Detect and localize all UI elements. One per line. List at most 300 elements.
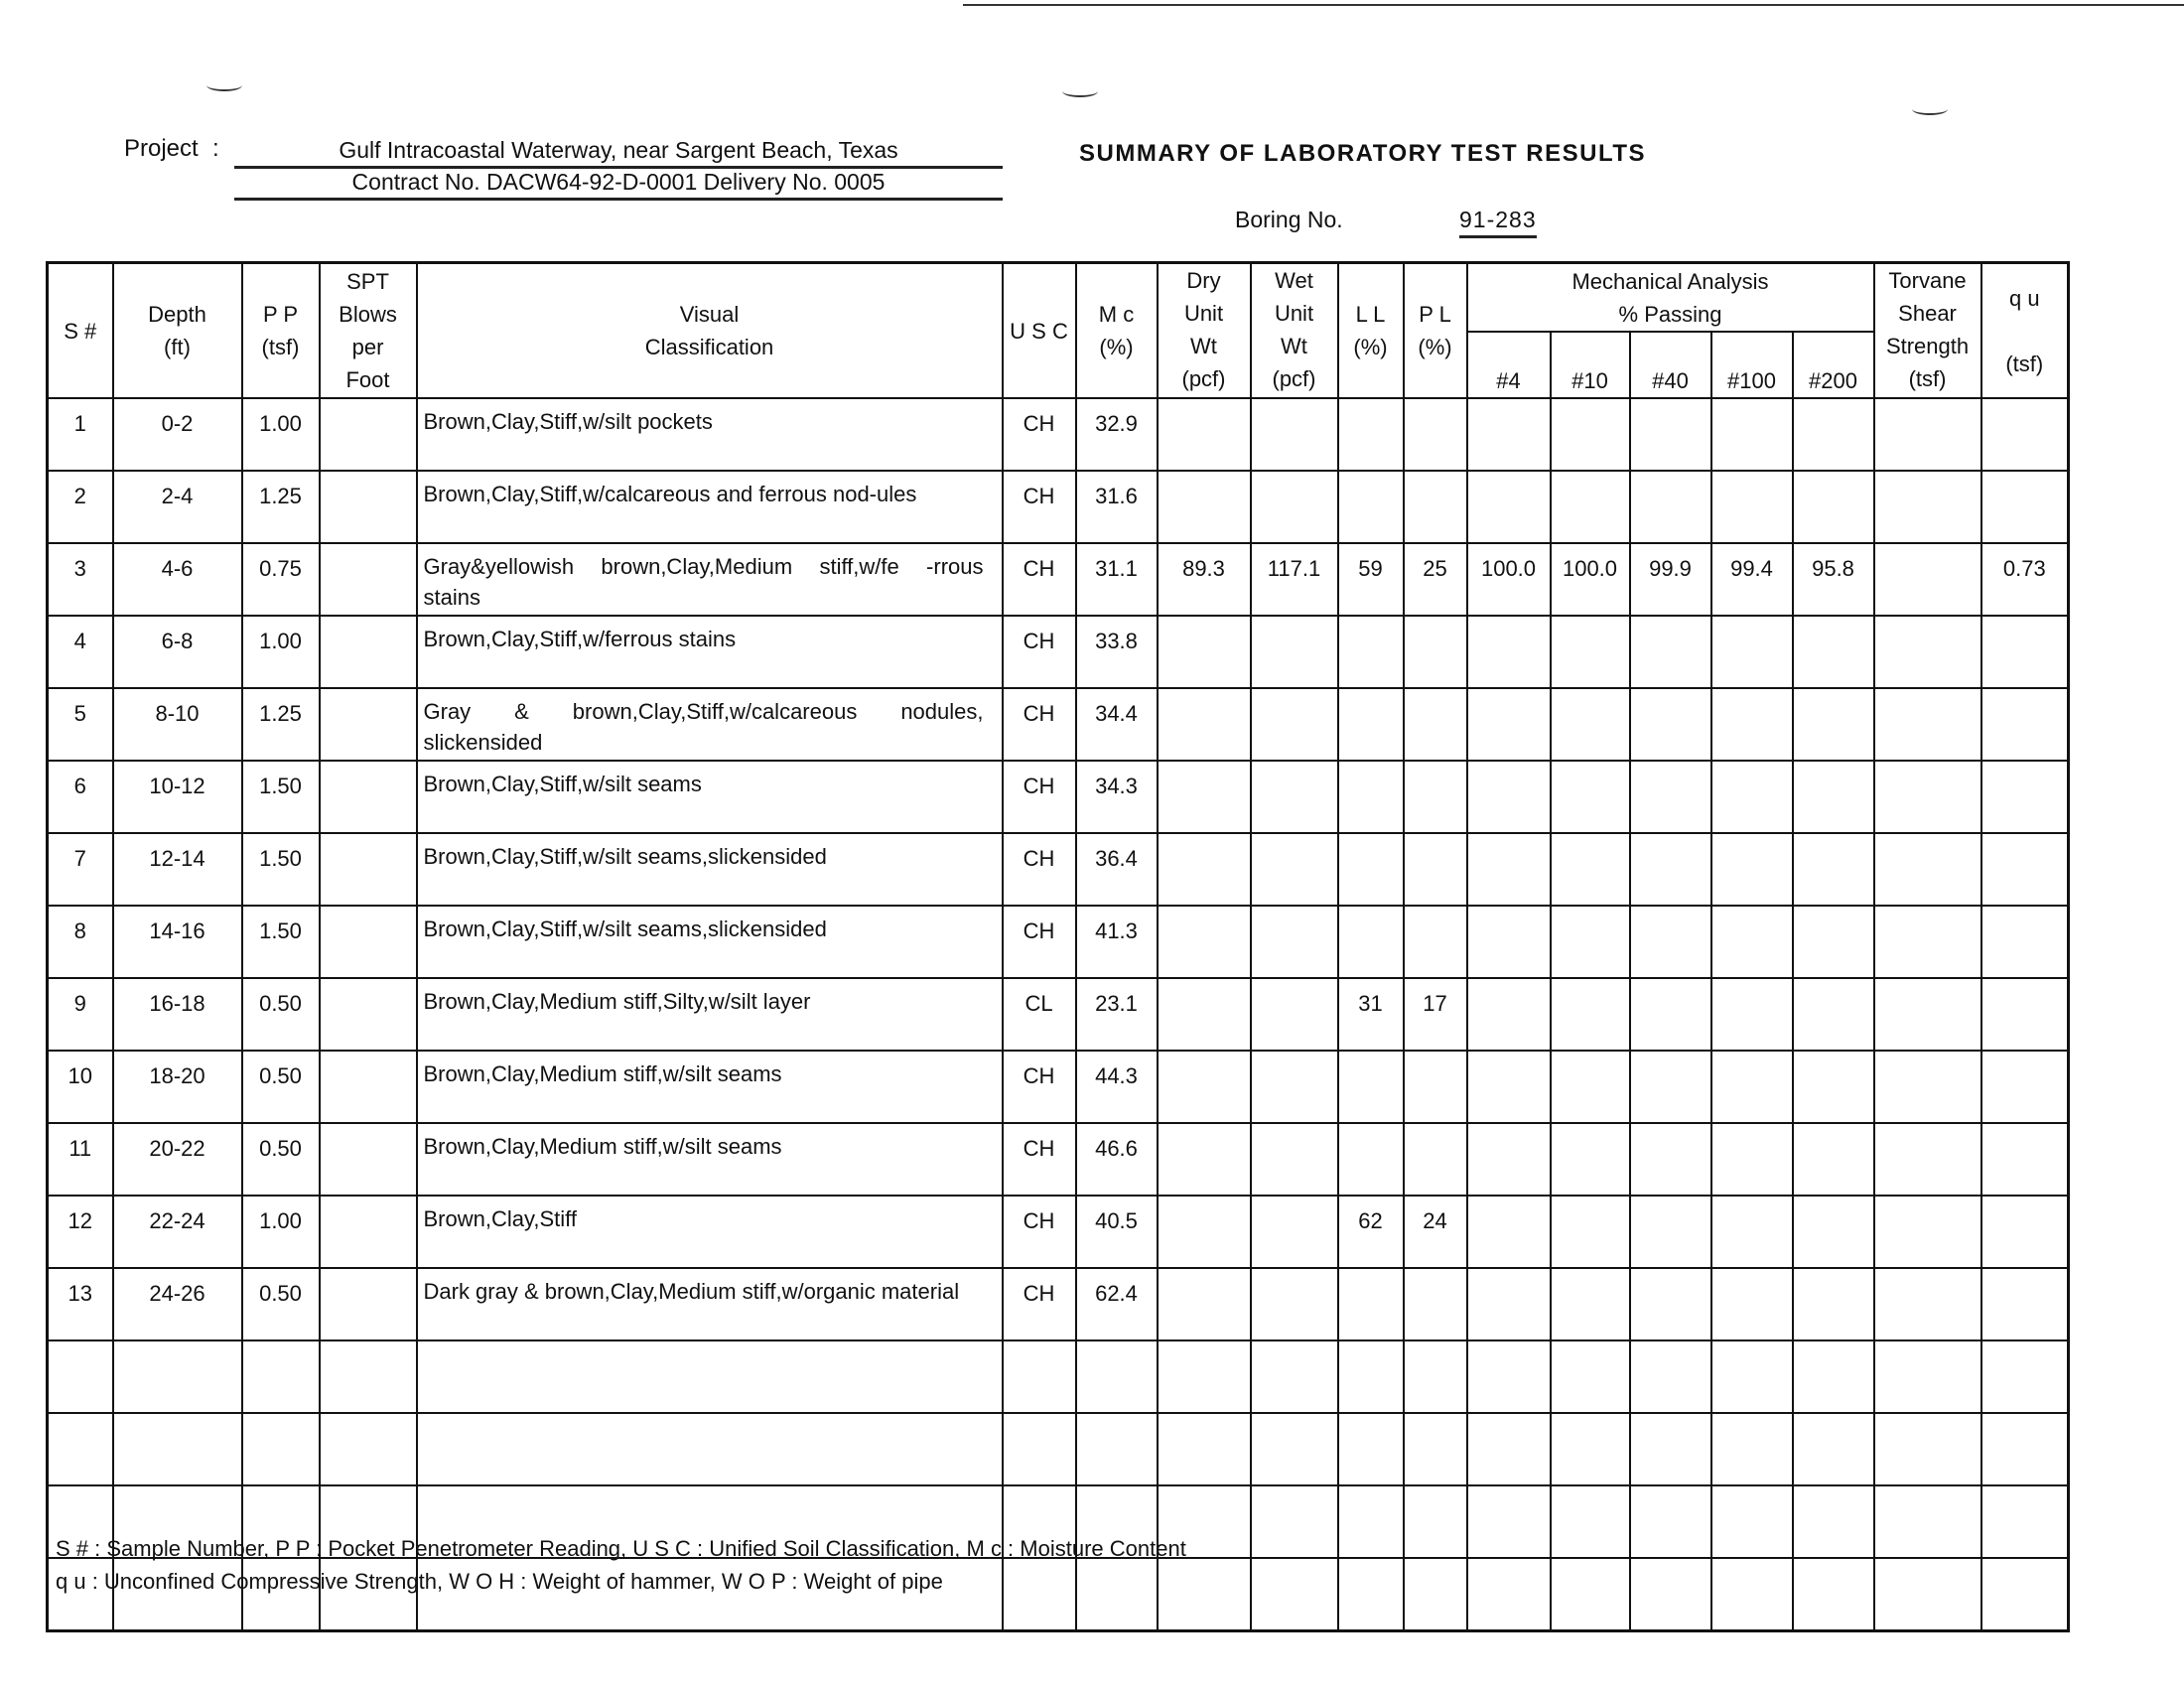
sieve-10-cell [1551,1340,1630,1413]
depth-cell: 20-22 [113,1123,242,1196]
usc-cell: CH [1003,543,1076,616]
header-usc: U S C [1003,263,1076,399]
dry-unit-weight-cell [1158,616,1251,688]
pp-cell: 0.50 [242,1268,320,1340]
moisture-content-cell: 41.3 [1076,906,1158,978]
sieve-4-cell [1467,833,1551,906]
plastic-limit-cell [1404,1558,1467,1631]
plastic-limit-cell [1404,1123,1467,1196]
sieve-200-cell [1793,471,1874,543]
dry-unit-weight-cell [1158,1123,1251,1196]
sample-number-cell: 1 [48,398,113,471]
sieve-10-cell [1551,1485,1630,1558]
liquid-limit-cell [1338,616,1404,688]
pp-cell: 0.50 [242,1051,320,1123]
pp-cell: 1.50 [242,761,320,833]
plastic-limit-cell [1404,1268,1467,1340]
sieve-200-cell [1793,688,1874,761]
usc-cell: CH [1003,906,1076,978]
visual-classification-cell: Brown,Clay,Stiff,w/silt seams,slickensided [417,906,1003,978]
sieve-100-cell [1711,978,1793,1051]
table-row [48,1340,2069,1413]
sieve-100-cell [1711,616,1793,688]
depth-cell: 14-16 [113,906,242,978]
visual-classification-cell: Brown,Clay,Medium stiff,Silty,w/silt layer [417,978,1003,1051]
dry-unit-weight-cell [1158,1196,1251,1268]
header-sieve-4: #4 [1467,332,1551,398]
wet-unit-weight-cell [1251,688,1338,761]
plastic-limit-cell [1404,398,1467,471]
wet-unit-weight-cell [1251,833,1338,906]
wet-unit-weight-cell [1251,1413,1338,1485]
sieve-10-cell [1551,906,1630,978]
header-torvane-shear-strength: Torvane Shear Strength (tsf) [1874,263,1981,399]
sieve-4-cell [1467,1413,1551,1485]
visual-classification-cell: Gray&yellowish brown,Clay,Medium stiff,w/fe -rrous stains [417,543,1003,616]
wet-unit-weight-cell [1251,1123,1338,1196]
qu-cell [1981,978,2069,1051]
qu-cell [1981,761,2069,833]
sieve-200-cell [1793,398,1874,471]
usc-cell [1003,1340,1076,1413]
scan-mark-right [1912,103,1948,115]
sample-number-cell: 4 [48,616,113,688]
sieve-10-cell [1551,978,1630,1051]
usc-cell: CH [1003,616,1076,688]
depth-cell: 2-4 [113,471,242,543]
sieve-200-cell [1793,978,1874,1051]
sieve-200-cell [1793,761,1874,833]
sieve-200-cell [1793,1051,1874,1123]
dry-unit-weight-cell [1158,398,1251,471]
torvane-cell [1874,1123,1981,1196]
contract-line: Contract No. DACW64-92-D-0001 Delivery No. 0005 [234,169,1003,201]
torvane-cell [1874,1485,1981,1558]
header-sieve-100: #100 [1711,332,1793,398]
usc-cell: CH [1003,471,1076,543]
wet-unit-weight-cell [1251,1196,1338,1268]
boring-label: Boring No. [1235,207,1343,232]
table-row [48,906,2069,978]
sieve-200-cell [1793,1196,1874,1268]
sample-number-cell [48,1340,113,1413]
sieve-4-cell [1467,688,1551,761]
project-label: Project [124,135,199,162]
qu-cell [1981,833,2069,906]
torvane-cell [1874,1340,1981,1413]
sample-number-cell: 10 [48,1051,113,1123]
table-row [48,761,2069,833]
visual-classification-cell: Brown,Clay,Medium stiff,w/silt seams [417,1051,1003,1123]
qu-cell [1981,1196,2069,1268]
wet-unit-weight-cell [1251,398,1338,471]
visual-classification-cell: Brown,Clay,Stiff,w/calcareous and ferrous nod-ules [417,471,1003,543]
qu-cell [1981,1051,2069,1123]
depth-cell [113,1413,242,1485]
dry-unit-weight-cell: 89.3 [1158,543,1251,616]
sieve-200-cell [1793,1340,1874,1413]
sample-number-cell: 7 [48,833,113,906]
pp-cell: 1.25 [242,471,320,543]
moisture-content-cell: 33.8 [1076,616,1158,688]
torvane-cell [1874,398,1981,471]
moisture-content-cell: 40.5 [1076,1196,1158,1268]
torvane-cell [1874,471,1981,543]
torvane-cell [1874,906,1981,978]
sieve-40-cell [1630,398,1711,471]
sieve-40-cell [1630,761,1711,833]
torvane-cell [1874,616,1981,688]
torvane-cell [1874,978,1981,1051]
qu-cell [1981,688,2069,761]
header-depth: Depth (ft) [113,263,242,399]
sieve-4-cell [1467,1268,1551,1340]
qu-cell [1981,398,2069,471]
usc-cell: CH [1003,398,1076,471]
moisture-content-cell [1076,1413,1158,1485]
qu-cell [1981,1413,2069,1485]
depth-cell: 16-18 [113,978,242,1051]
liquid-limit-cell [1338,906,1404,978]
plastic-limit-cell [1404,1413,1467,1485]
sieve-10-cell [1551,1558,1630,1631]
sieve-40-cell [1630,1413,1711,1485]
header-plastic-limit: P L (%) [1404,263,1467,399]
header-sieve-200: #200 [1793,332,1874,398]
spt-cell [320,543,417,616]
moisture-content-cell: 23.1 [1076,978,1158,1051]
sieve-40-cell [1630,1558,1711,1631]
lab-results-table [46,261,2070,1632]
spt-cell [320,761,417,833]
usc-cell: CH [1003,761,1076,833]
sieve-4-cell [1467,1558,1551,1631]
pp-cell: 1.00 [242,398,320,471]
plastic-limit-cell [1404,471,1467,543]
sieve-4-cell [1467,1051,1551,1123]
sieve-200-cell [1793,1558,1874,1631]
sieve-4-cell: 100.0 [1467,543,1551,616]
sieve-100-cell [1711,398,1793,471]
spt-cell [320,833,417,906]
sieve-4-cell [1467,398,1551,471]
pp-cell: 1.00 [242,1196,320,1268]
sample-number-cell: 6 [48,761,113,833]
liquid-limit-cell [1338,1413,1404,1485]
torvane-cell [1874,1051,1981,1123]
sieve-40-cell [1630,616,1711,688]
plastic-limit-cell [1404,616,1467,688]
qu-cell [1981,616,2069,688]
footnote-abbreviations-2: q u : Unconfined Compressive Strength, W O H : Weight of hammer, W O P : Weight of pipe [56,1569,943,1594]
moisture-content-cell: 36.4 [1076,833,1158,906]
spt-cell [320,1413,417,1485]
visual-classification-cell: Brown,Clay,Stiff,w/silt seams [417,761,1003,833]
sieve-40-cell [1630,1340,1711,1413]
sieve-4-cell [1467,471,1551,543]
sieve-100-cell [1711,1340,1793,1413]
sieve-40-cell [1630,1196,1711,1268]
sieve-200-cell [1793,1413,1874,1485]
liquid-limit-cell [1338,471,1404,543]
liquid-limit-cell: 31 [1338,978,1404,1051]
table-row [48,1413,2069,1485]
project-colon: : [212,135,219,162]
pp-cell: 0.50 [242,1123,320,1196]
sieve-10-cell [1551,616,1630,688]
boring-number: 91-283 [1459,207,1537,238]
depth-cell: 4-6 [113,543,242,616]
sieve-100-cell [1711,1485,1793,1558]
spt-cell [320,1196,417,1268]
wet-unit-weight-cell [1251,1558,1338,1631]
spt-cell [320,1123,417,1196]
spt-cell [320,1051,417,1123]
dry-unit-weight-cell [1158,1268,1251,1340]
qu-cell [1981,906,2069,978]
sieve-40-cell [1630,1268,1711,1340]
liquid-limit-cell [1338,1123,1404,1196]
visual-classification-cell [417,1413,1003,1485]
table-row [48,398,2069,471]
torvane-cell [1874,1558,1981,1631]
moisture-content-cell: 62.4 [1076,1268,1158,1340]
qu-cell [1981,1558,2069,1631]
qu-cell [1981,1268,2069,1340]
sample-number-cell: 2 [48,471,113,543]
liquid-limit-cell [1338,833,1404,906]
liquid-limit-cell [1338,761,1404,833]
pp-cell: 0.50 [242,978,320,1051]
sieve-40-cell [1630,688,1711,761]
qu-cell [1981,471,2069,543]
plastic-limit-cell [1404,1485,1467,1558]
liquid-limit-cell [1338,1558,1404,1631]
visual-classification-cell: Brown,Clay,Medium stiff,w/silt seams [417,1123,1003,1196]
scan-mark-left [206,79,242,91]
liquid-limit-cell [1338,1485,1404,1558]
usc-cell: CH [1003,1268,1076,1340]
dry-unit-weight-cell [1158,688,1251,761]
sieve-10-cell [1551,1123,1630,1196]
sieve-10-cell: 100.0 [1551,543,1630,616]
sieve-4-cell [1467,616,1551,688]
wet-unit-weight-cell [1251,616,1338,688]
sieve-10-cell [1551,1413,1630,1485]
sample-number-cell [48,1413,113,1485]
header-wet-unit-weight: Wet Unit Wt (pcf) [1251,263,1338,399]
depth-cell: 6-8 [113,616,242,688]
dry-unit-weight-cell [1158,1558,1251,1631]
qu-cell [1981,1123,2069,1196]
usc-cell: CH [1003,833,1076,906]
top-border-rule [963,4,2184,6]
usc-cell: CH [1003,688,1076,761]
visual-classification-cell: Brown,Clay,Stiff,w/silt pockets [417,398,1003,471]
moisture-content-cell: 31.1 [1076,543,1158,616]
table-row [48,1196,2069,1268]
wet-unit-weight-cell [1251,471,1338,543]
torvane-cell [1874,1413,1981,1485]
pp-cell: 1.00 [242,616,320,688]
moisture-content-cell [1076,1558,1158,1631]
table-row [48,1268,2069,1340]
scan-mark-center [1062,85,1098,97]
sieve-10-cell [1551,688,1630,761]
table-row [48,978,2069,1051]
header-moisture-content: M c (%) [1076,263,1158,399]
qu-cell: 0.73 [1981,543,2069,616]
plastic-limit-cell [1404,1340,1467,1413]
table-row [48,1123,2069,1196]
moisture-content-cell: 34.4 [1076,688,1158,761]
sieve-40-cell [1630,1051,1711,1123]
usc-cell: CH [1003,1051,1076,1123]
plastic-limit-cell: 17 [1404,978,1467,1051]
sieve-4-cell [1467,1123,1551,1196]
liquid-limit-cell: 62 [1338,1196,1404,1268]
sample-number-cell: 12 [48,1196,113,1268]
sieve-40-cell [1630,833,1711,906]
sieve-100-cell [1711,1558,1793,1631]
depth-cell: 22-24 [113,1196,242,1268]
header-spt-blows: SPT Blows per Foot [320,263,417,399]
torvane-cell [1874,543,1981,616]
header-dry-unit-weight: Dry Unit Wt (pcf) [1158,263,1251,399]
sieve-100-cell [1711,688,1793,761]
plastic-limit-cell [1404,833,1467,906]
sieve-100-cell [1711,471,1793,543]
table-row [48,833,2069,906]
sample-number-cell: 3 [48,543,113,616]
sieve-200-cell [1793,833,1874,906]
dry-unit-weight-cell [1158,471,1251,543]
footnote-abbreviations-1: S # : Sample Number, P P : Pocket Penetrometer Reading, U S C : Unified Soil Classification, M c : Moisture Content [56,1536,1186,1561]
pp-cell [242,1340,320,1413]
sieve-4-cell [1467,761,1551,833]
usc-cell [1003,1558,1076,1631]
sieve-200-cell [1793,906,1874,978]
usc-cell: CL [1003,978,1076,1051]
pp-cell: 0.75 [242,543,320,616]
spt-cell [320,906,417,978]
header-sieve-10: #10 [1551,332,1630,398]
qu-cell [1981,1340,2069,1413]
pp-cell: 1.50 [242,833,320,906]
sieve-200-cell [1793,1123,1874,1196]
spt-cell [320,616,417,688]
report-title: SUMMARY OF LABORATORY TEST RESULTS [1079,140,1647,167]
sieve-10-cell [1551,1268,1630,1340]
qu-cell [1981,1485,2069,1558]
liquid-limit-cell [1338,1340,1404,1413]
plastic-limit-cell: 25 [1404,543,1467,616]
sieve-10-cell [1551,833,1630,906]
sieve-100-cell [1711,906,1793,978]
depth-cell: 24-26 [113,1268,242,1340]
torvane-cell [1874,1196,1981,1268]
depth-cell [113,1340,242,1413]
sieve-10-cell [1551,1051,1630,1123]
wet-unit-weight-cell: 117.1 [1251,543,1338,616]
sieve-4-cell [1467,978,1551,1051]
sieve-40-cell [1630,978,1711,1051]
sieve-100-cell [1711,1413,1793,1485]
sieve-200-cell: 95.8 [1793,543,1874,616]
wet-unit-weight-cell [1251,1268,1338,1340]
spt-cell [320,978,417,1051]
sieve-4-cell [1467,1485,1551,1558]
depth-cell: 0-2 [113,398,242,471]
wet-unit-weight-cell [1251,761,1338,833]
visual-classification-cell: Brown,Clay,Stiff,w/ferrous stains [417,616,1003,688]
plastic-limit-cell [1404,761,1467,833]
liquid-limit-cell [1338,688,1404,761]
visual-classification-cell [417,1340,1003,1413]
header-visual-classification: Visual Classification [417,263,1003,399]
project-name: Gulf Intracoastal Waterway, near Sargent Beach, Texas [234,137,1003,169]
dry-unit-weight-cell [1158,906,1251,978]
usc-cell: CH [1003,1123,1076,1196]
sieve-40-cell [1630,471,1711,543]
table-row [48,1051,2069,1123]
pp-cell: 1.25 [242,688,320,761]
sieve-40-cell [1630,906,1711,978]
wet-unit-weight-cell [1251,906,1338,978]
dry-unit-weight-cell [1158,761,1251,833]
sieve-100-cell [1711,1268,1793,1340]
header-qu: q u (tsf) [1981,263,2069,399]
sieve-10-cell [1551,1196,1630,1268]
visual-classification-cell: Dark gray & brown,Clay,Medium stiff,w/organic material [417,1268,1003,1340]
moisture-content-cell: 46.6 [1076,1123,1158,1196]
table-row [48,543,2069,616]
moisture-content-cell: 44.3 [1076,1051,1158,1123]
plastic-limit-cell [1404,688,1467,761]
liquid-limit-cell [1338,398,1404,471]
torvane-cell [1874,1268,1981,1340]
sample-number-cell: 5 [48,688,113,761]
liquid-limit-cell [1338,1268,1404,1340]
header-sieve-40: #40 [1630,332,1711,398]
depth-cell: 18-20 [113,1051,242,1123]
moisture-content-cell: 34.3 [1076,761,1158,833]
header-mechanical-analysis: Mechanical Analysis % Passing [1467,263,1874,333]
torvane-cell [1874,761,1981,833]
visual-classification-cell: Brown,Clay,Stiff [417,1196,1003,1268]
sieve-40-cell [1630,1123,1711,1196]
sieve-40-cell: 99.9 [1630,543,1711,616]
table-row [48,688,2069,761]
depth-cell: 10-12 [113,761,242,833]
visual-classification-cell: Brown,Clay,Stiff,w/silt seams,slickensided [417,833,1003,906]
dry-unit-weight-cell [1158,978,1251,1051]
depth-cell: 8-10 [113,688,242,761]
spt-cell [320,471,417,543]
sample-number-cell: 9 [48,978,113,1051]
visual-classification-cell: Gray & brown,Clay,Stiff,w/calcareous nodules, slickensided [417,688,1003,761]
sieve-100-cell [1711,1196,1793,1268]
sieve-40-cell [1630,1485,1711,1558]
plastic-limit-cell [1404,906,1467,978]
table-row [48,471,2069,543]
sieve-4-cell [1467,1340,1551,1413]
wet-unit-weight-cell [1251,978,1338,1051]
moisture-content-cell: 31.6 [1076,471,1158,543]
sieve-200-cell [1793,1485,1874,1558]
usc-cell [1003,1413,1076,1485]
header-pocket-penetrometer: P P (tsf) [242,263,320,399]
